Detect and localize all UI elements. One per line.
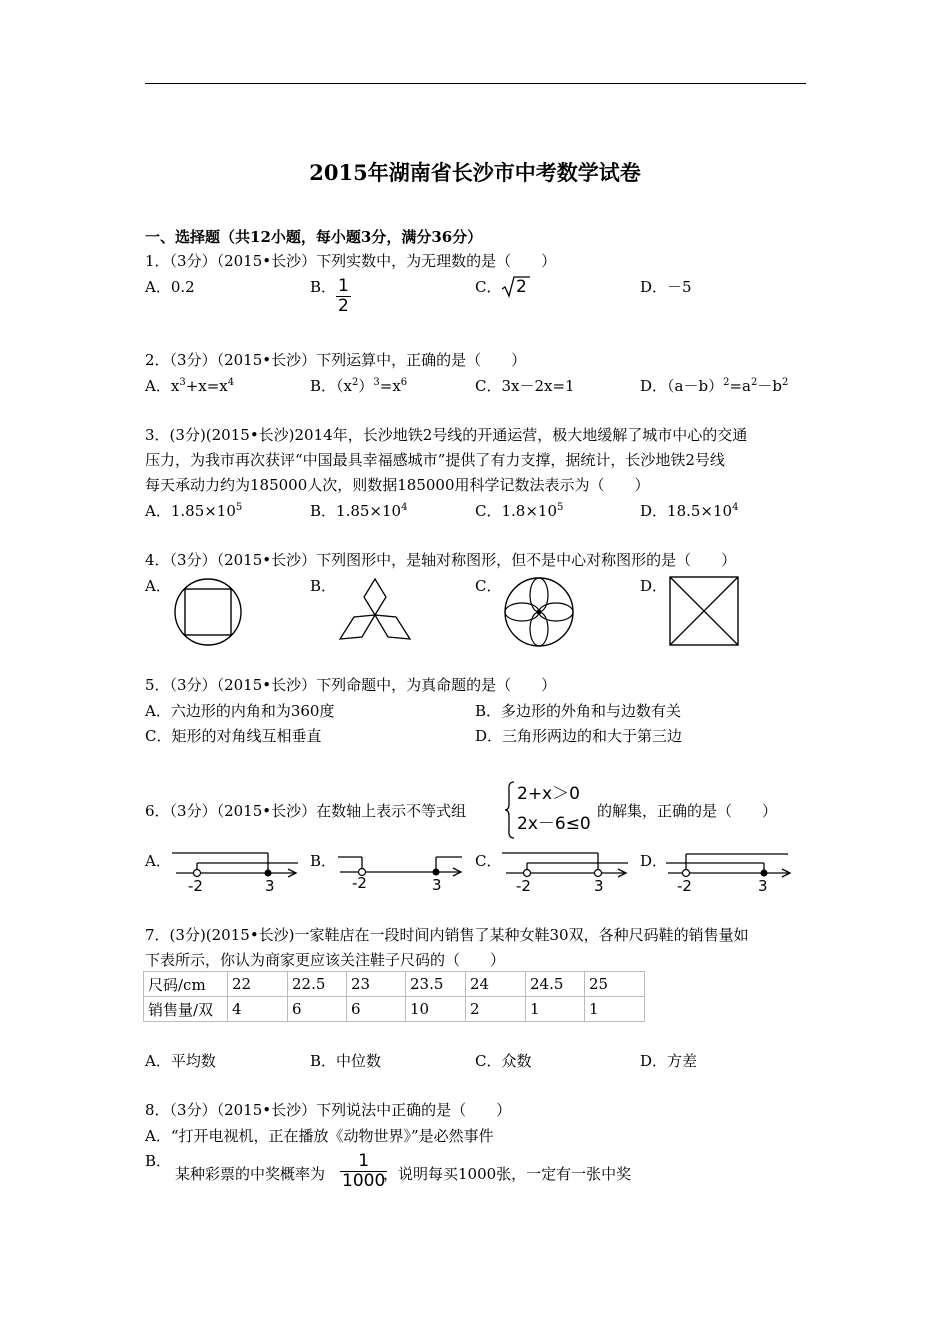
fraction-denominator: 2 (338, 296, 349, 316)
q2-a-text1: x (170, 377, 180, 395)
header-rule (145, 83, 806, 84)
q2-a-exp2: 4 (227, 377, 235, 388)
fraction-numerator: 1 (340, 1152, 387, 1172)
q3-d-text: 18.5×10 (667, 502, 733, 520)
q2-d-text1: （a－b） (667, 377, 724, 395)
q6-stem-part1: 6．（3分）（2015•长沙）在数轴上表示不等式组 (145, 802, 467, 820)
q8-option-b-label[interactable]: B． (145, 1152, 172, 1170)
table-cell: 1 (526, 997, 585, 1022)
table-cell: 25 (585, 972, 645, 997)
q5-option-a[interactable]: A．六边形的内角和为360度 (145, 702, 335, 720)
q1-option-b-fraction (336, 277, 351, 316)
tick-label-neg2-d: -2 (677, 877, 692, 895)
q5-option-c[interactable]: C．矩形的对角线互相垂直 (145, 727, 322, 745)
q3-c-text: 1.8×10 (501, 502, 557, 520)
q3-a-text: 1.85×10 (170, 502, 236, 520)
q2-b-text1: （x (336, 377, 352, 395)
q2-a-exp1: 3 (179, 377, 186, 388)
square-with-diagonals-figure[interactable] (668, 575, 740, 647)
q8-option-b-text1: 某种彩票的中奖概率为 (175, 1165, 326, 1183)
q1-stem: 1．（3分）（2015•长沙）下列实数中，为无理数的是（ ） (145, 252, 557, 270)
q2-b-text3: =x (379, 377, 401, 395)
tick-label-3-a: 3 (265, 877, 275, 895)
q8-option-b-text2: ，说明每买1000张，一定有一张中奖 (383, 1165, 632, 1183)
table-cell: 1 (585, 997, 645, 1022)
q3-c-exp: 5 (557, 502, 564, 513)
q3-stem-line3: 每天承动力约为185000人次，则数据185000用科学记数法表示为（ ） (145, 476, 650, 494)
q3-a-exp: 5 (235, 502, 243, 513)
table-cell: 24 (466, 972, 526, 997)
q2-option-d[interactable] (640, 377, 788, 395)
q2-d-text2: =a (729, 377, 751, 395)
inequality-1: 2+x＞0 (517, 784, 580, 804)
tick-label-3-c: 3 (594, 877, 604, 895)
circle-with-square-figure[interactable] (172, 577, 244, 647)
table-cell: 22.5 (288, 972, 347, 997)
q3-d-label: D． (640, 502, 668, 520)
table-cell: 10 (406, 997, 466, 1022)
q7-option-c[interactable]: C．众数 (475, 1052, 532, 1070)
shoe-size-table (143, 971, 645, 1022)
q1-option-b[interactable] (310, 278, 336, 296)
tick-label-neg2-c: -2 (516, 877, 531, 895)
q2-d-label: D． (640, 377, 668, 395)
q8-option-b-fraction (340, 1152, 387, 1191)
q6-stem-part2: 的解集，正确的是（ ） (597, 802, 778, 820)
inequality-2: 2x－6≤0 (517, 814, 591, 834)
q5-option-d[interactable]: D．三角形两边的和大于第三边 (475, 727, 683, 745)
table-cell: 6 (288, 997, 347, 1022)
table-row (144, 997, 645, 1022)
q2-option-b[interactable] (310, 377, 407, 395)
inequality-system (505, 780, 600, 840)
q1-option-b-label: B． (310, 278, 337, 296)
table-row (144, 972, 645, 997)
q2-stem: 2．（3分）（2015•长沙）下列运算中，正确的是（ ） (145, 351, 527, 369)
q7-stem-line1: 7．(3分)(2015•长沙)一家鞋店在一段时间内销售了某种女鞋30双，各种尺码鞋的销售量如 (145, 926, 749, 944)
q2-b-exp2: 3 (373, 377, 380, 388)
q2-b-label: B． (310, 377, 337, 395)
tick-label-neg2-b: -2 (352, 874, 367, 892)
left-brace-icon (505, 780, 515, 840)
q3-option-c[interactable] (475, 502, 563, 520)
q6-option-a-label[interactable]: A． (145, 852, 171, 870)
q3-option-d[interactable] (640, 502, 738, 520)
q3-b-label: B． (310, 502, 337, 520)
q2-a-text2: +x=x (185, 377, 228, 395)
q4-stem: 4．（3分）（2015•长沙）下列图形中，是轴对称图形，但不是中心对称图形的是（ ） (145, 551, 737, 569)
q1-option-c-radicand: 2 (516, 277, 527, 297)
q5-option-b[interactable]: B．多边形的外角和与边数有关 (475, 702, 682, 720)
table-cell: 2 (466, 997, 526, 1022)
q1-option-c[interactable] (475, 278, 501, 296)
q4-option-d-label[interactable]: D． (640, 577, 668, 595)
tick-label-3-d: 3 (758, 877, 768, 895)
q4-option-b-label[interactable]: B． (310, 577, 337, 595)
three-rhombus-figure[interactable] (336, 577, 414, 645)
section-heading: 一、选择题（共12小题，每小题3分，满分36分） (145, 228, 483, 246)
fraction-denominator: 1000 (342, 1171, 386, 1191)
q8-option-a[interactable]: A．“打开电视机，正在播放《动物世界》”是必然事件 (145, 1127, 494, 1145)
table-cell: 22 (228, 972, 288, 997)
table-cell: 23.5 (406, 972, 466, 997)
q7-option-d[interactable]: D．方差 (640, 1052, 698, 1070)
q4-option-c-label[interactable]: C． (475, 577, 502, 595)
fraction-numerator: 1 (338, 276, 349, 296)
q5-stem: 5．（3分）（2015•长沙）下列命题中，为真命题的是（ ） (145, 676, 557, 694)
four-petal-circle-figure[interactable] (501, 575, 577, 649)
page-title: 2015年湖南省长沙市中考数学试卷 (309, 160, 641, 185)
q1-option-c-label: C． (475, 278, 502, 296)
q3-b-exp: 4 (401, 502, 408, 513)
q2-option-c[interactable]: C．3x－2x=1 (475, 377, 575, 395)
q7-option-a[interactable]: A．平均数 (145, 1052, 216, 1070)
table-cell: 6 (347, 997, 406, 1022)
q3-d-exp: 4 (732, 502, 739, 513)
q6-option-c-label[interactable]: C． (475, 852, 502, 870)
table-cell: 24.5 (526, 972, 585, 997)
table-cell: 23 (347, 972, 406, 997)
q2-a-label: A． (145, 377, 171, 395)
q7-option-b[interactable]: B．中位数 (310, 1052, 382, 1070)
q1-option-d[interactable]: D．－5 (640, 278, 692, 296)
q6-option-b-label[interactable]: B． (310, 852, 337, 870)
table-cell: 尺码/cm (144, 972, 228, 997)
q2-b-text2: ） (358, 377, 374, 395)
q2-option-a[interactable] (145, 377, 234, 395)
q6-option-d-label[interactable]: D． (640, 852, 668, 870)
q3-a-label: A． (145, 502, 171, 520)
q2-b-exp1: 2 (352, 377, 359, 388)
q2-d-text3: －b (757, 377, 782, 395)
q2-d-exp1: 2 (723, 377, 730, 388)
q2-d-exp2: 2 (750, 377, 758, 388)
q3-b-text: 1.85×10 (336, 502, 402, 520)
q3-c-label: C． (475, 502, 502, 520)
table-cell: 4 (228, 997, 288, 1022)
q7-stem-line2: 下表所示，你认为商家更应该关注鞋子尺码的（ ） (145, 951, 506, 969)
tick-label-3-b: 3 (432, 876, 442, 894)
q3-stem-line2: 压力，为我市再次获评“中国最具幸福感城市”提供了有力支撑，据统计，长沙地铁2号线 (145, 451, 725, 469)
q1-option-a[interactable]: A．0.2 (145, 278, 195, 296)
q8-stem: 8．（3分）（2015•长沙）下列说法中正确的是（ ） (145, 1101, 512, 1119)
q2-b-exp3: 6 (400, 377, 408, 388)
q3-option-a[interactable] (145, 502, 242, 520)
q3-option-b[interactable] (310, 502, 407, 520)
q2-d-exp3: 2 (781, 377, 789, 388)
q3-stem-line1: 3．(3分)(2015•长沙)2014年，长沙地铁2号线的开通运营，极大地缓解了城市中心的交通 (145, 426, 748, 444)
q4-option-a-label[interactable]: A． (145, 577, 171, 595)
tick-label-neg2-a: -2 (188, 877, 203, 895)
table-cell: 销售量/双 (144, 997, 228, 1022)
